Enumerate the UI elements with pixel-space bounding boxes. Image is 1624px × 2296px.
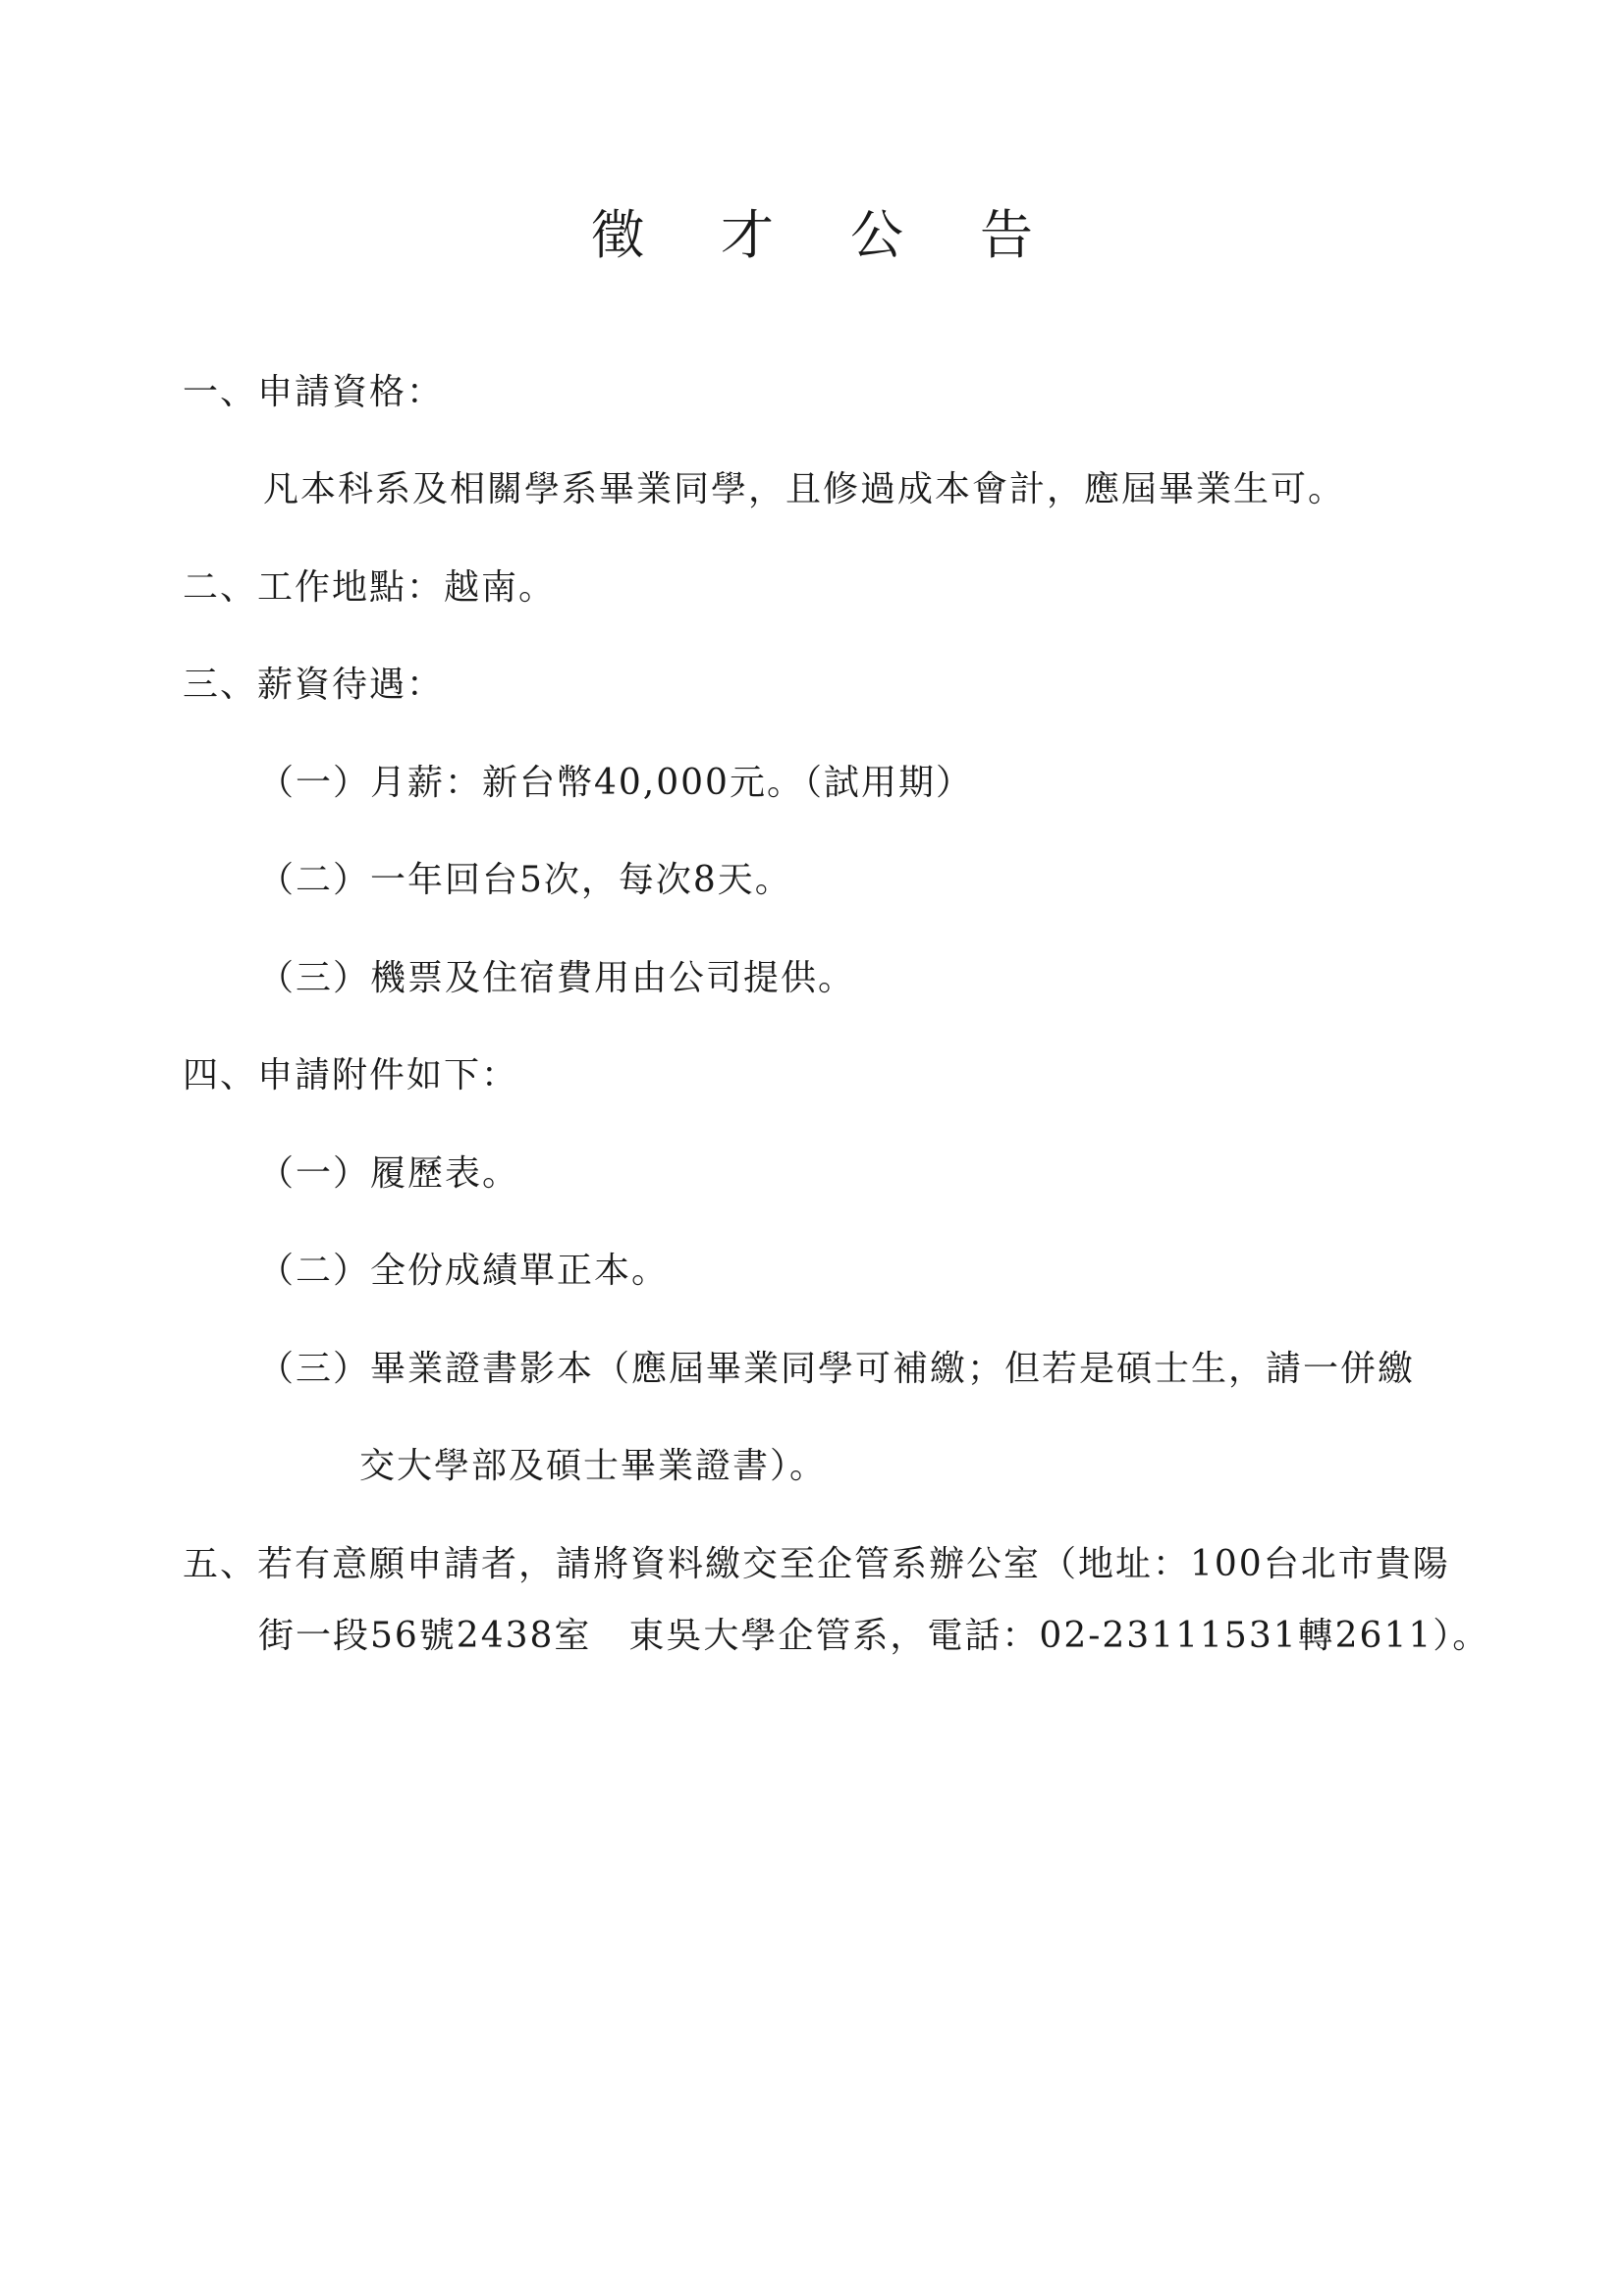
section-heading-qualifications: 一、申請資格： — [183, 372, 445, 412]
attachment-item-diploma: （三）畢業證書影本（應屆畢業同學可補繳；但若是碩士生，請一併繳 — [258, 1349, 1416, 1389]
attachment-item-diploma-continued: 交大學部及碩士畢業證書）。 — [359, 1446, 828, 1486]
section-heading-work-location: 二、工作地點：越南。 — [183, 567, 557, 608]
salary-item-home-trips: （二）一年回台5次，每次8天。 — [258, 860, 792, 900]
section-heading-salary: 三、薪資待遇： — [183, 665, 445, 705]
page-title: 徵才公告 — [591, 204, 1110, 266]
qualifications-text: 凡本科系及相關學系畢業同學，且修過成本會計，應屆畢業生可。 — [263, 469, 1346, 509]
salary-item-travel-lodging: （三）機票及住宿費用由公司提供。 — [258, 958, 856, 998]
submission-address-continued: 街一段56號2438室 東吳大學企管系，電話：02-23111531轉2611）。 — [258, 1616, 1490, 1656]
attachment-item-transcript: （二）全份成績單正本。 — [258, 1251, 670, 1291]
section-heading-attachments: 四、申請附件如下： — [183, 1055, 519, 1095]
attachment-item-resume: （一）履歷表。 — [258, 1153, 520, 1194]
salary-item-monthly: （一）月薪：新台幣40,000元。（試用期） — [258, 763, 973, 803]
section-heading-submission: 五、若有意願申請者，請將資料繳交至企管系辦公室（地址：100台北市貴陽 — [183, 1544, 1450, 1584]
